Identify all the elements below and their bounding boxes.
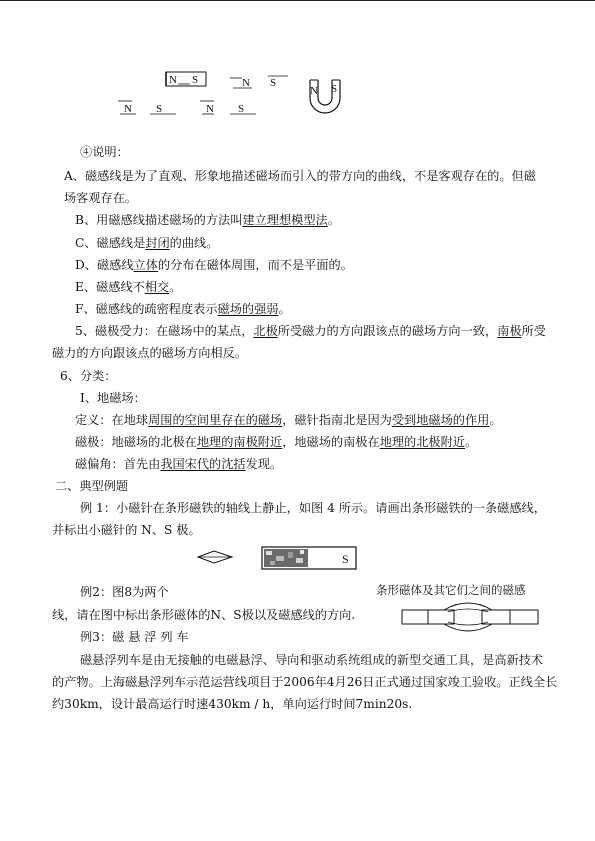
example-3-line: 磁悬浮列车是由无接触的电磁悬浮、导向和驱动系统组成的新型交通工具，是高新技术 <box>80 653 544 667</box>
magnets-figure <box>110 68 350 120</box>
paragraph-line: 场客观存在。 <box>64 191 138 205</box>
point-c: C、磁感线是封闭的曲线。 <box>75 236 219 250</box>
u-magnet <box>310 80 340 113</box>
declination-line: 磁偏角：首先由我国宋代的沈括发现。 <box>75 457 283 471</box>
classification-heading: 6、分类： <box>60 369 117 383</box>
magnet1-s-label: S <box>192 74 199 86</box>
point-d: D、磁感线立体的分布在磁体周围，而不是平面的。 <box>75 258 353 272</box>
definition-line: 定义：在地球周围的空间里存在的磁场，磁针指南北是因为受到地磁场的作用。 <box>75 413 502 427</box>
point-e: E、磁感线不相交。 <box>75 280 182 294</box>
example-3-line: 约30km，设计最高运行时速430km / h，单向运行时间7min20s. <box>52 697 413 711</box>
magnet3-s-label: S <box>156 103 163 115</box>
bar-magnet <box>262 547 356 569</box>
example-2-line: 线，请在图中标出条形磁体的N、S极以及磁感线的方向. <box>52 608 356 622</box>
paragraph-line: A、磁感线是为了直观、形象地描述磁场而引入的带方向的曲线，不是客观存在的。但磁 <box>64 169 536 183</box>
example-3-line: 的产物。上海磁悬浮列车示范运营线项目于2006年4月26日正式通过国家竣工验收。正线全长 <box>52 675 558 689</box>
figure-8-caption: 条形磁体及其它们之间的磁感 <box>376 583 526 597</box>
bar-magnet-4 <box>200 101 256 115</box>
note-heading: ④说明： <box>80 145 129 159</box>
magnetic-pole-force: 5、磁极受力：在磁场中的某点，北极所受磁力的方向跟该点的磁场方向一致，南极所受 <box>75 324 546 338</box>
paragraph-line: 磁力的方向跟该点的磁场方向相反。 <box>52 346 247 360</box>
point-b: B、用磁感线描述磁场的方法叫建立理想模型法。 <box>75 213 340 227</box>
example-2-line: 例2：图8为两个 <box>80 585 169 599</box>
magnet1-n-label: N <box>169 74 177 86</box>
example-1-line: 并标出小磁针的 N、S 极。 <box>52 523 201 537</box>
magnet-s-label: S <box>342 552 349 566</box>
u-magnet-n-label: N <box>310 85 318 97</box>
page-top-rule <box>0 0 595 1</box>
magnet2-n-label: N <box>242 77 250 89</box>
figure-4 <box>196 544 358 572</box>
magnet2-s-label: S <box>270 77 277 89</box>
example-1-line: 例 1：小磁针在条形磁铁的轴线上静止，如图 4 所示。请画出条形磁铁的一条磁感线， <box>80 501 546 515</box>
magnet3-n-label: N <box>124 103 132 115</box>
u-magnet-s-label: S <box>331 83 338 95</box>
magnet4-s-label: S <box>238 103 245 115</box>
bar-magnet-3 <box>118 101 176 115</box>
example-3-heading: 例3：磁 悬 浮 列 车 <box>80 630 189 644</box>
magnet4-n-label: N <box>206 103 214 115</box>
bar-magnet-2 <box>230 76 288 89</box>
bar-magnet-1 <box>166 72 206 86</box>
geomagnetic-heading: Ⅰ、地磁场： <box>80 391 146 405</box>
figure-8 <box>400 598 540 638</box>
poles-line: 磁极：地磁场的北极在地理的南极附近，地磁场的南极在地理的北极附近。 <box>75 435 478 449</box>
point-f: F、磁感线的疏密程度表示磁场的强弱。 <box>75 302 291 316</box>
section-heading-examples: 二、典型例题 <box>55 479 129 493</box>
